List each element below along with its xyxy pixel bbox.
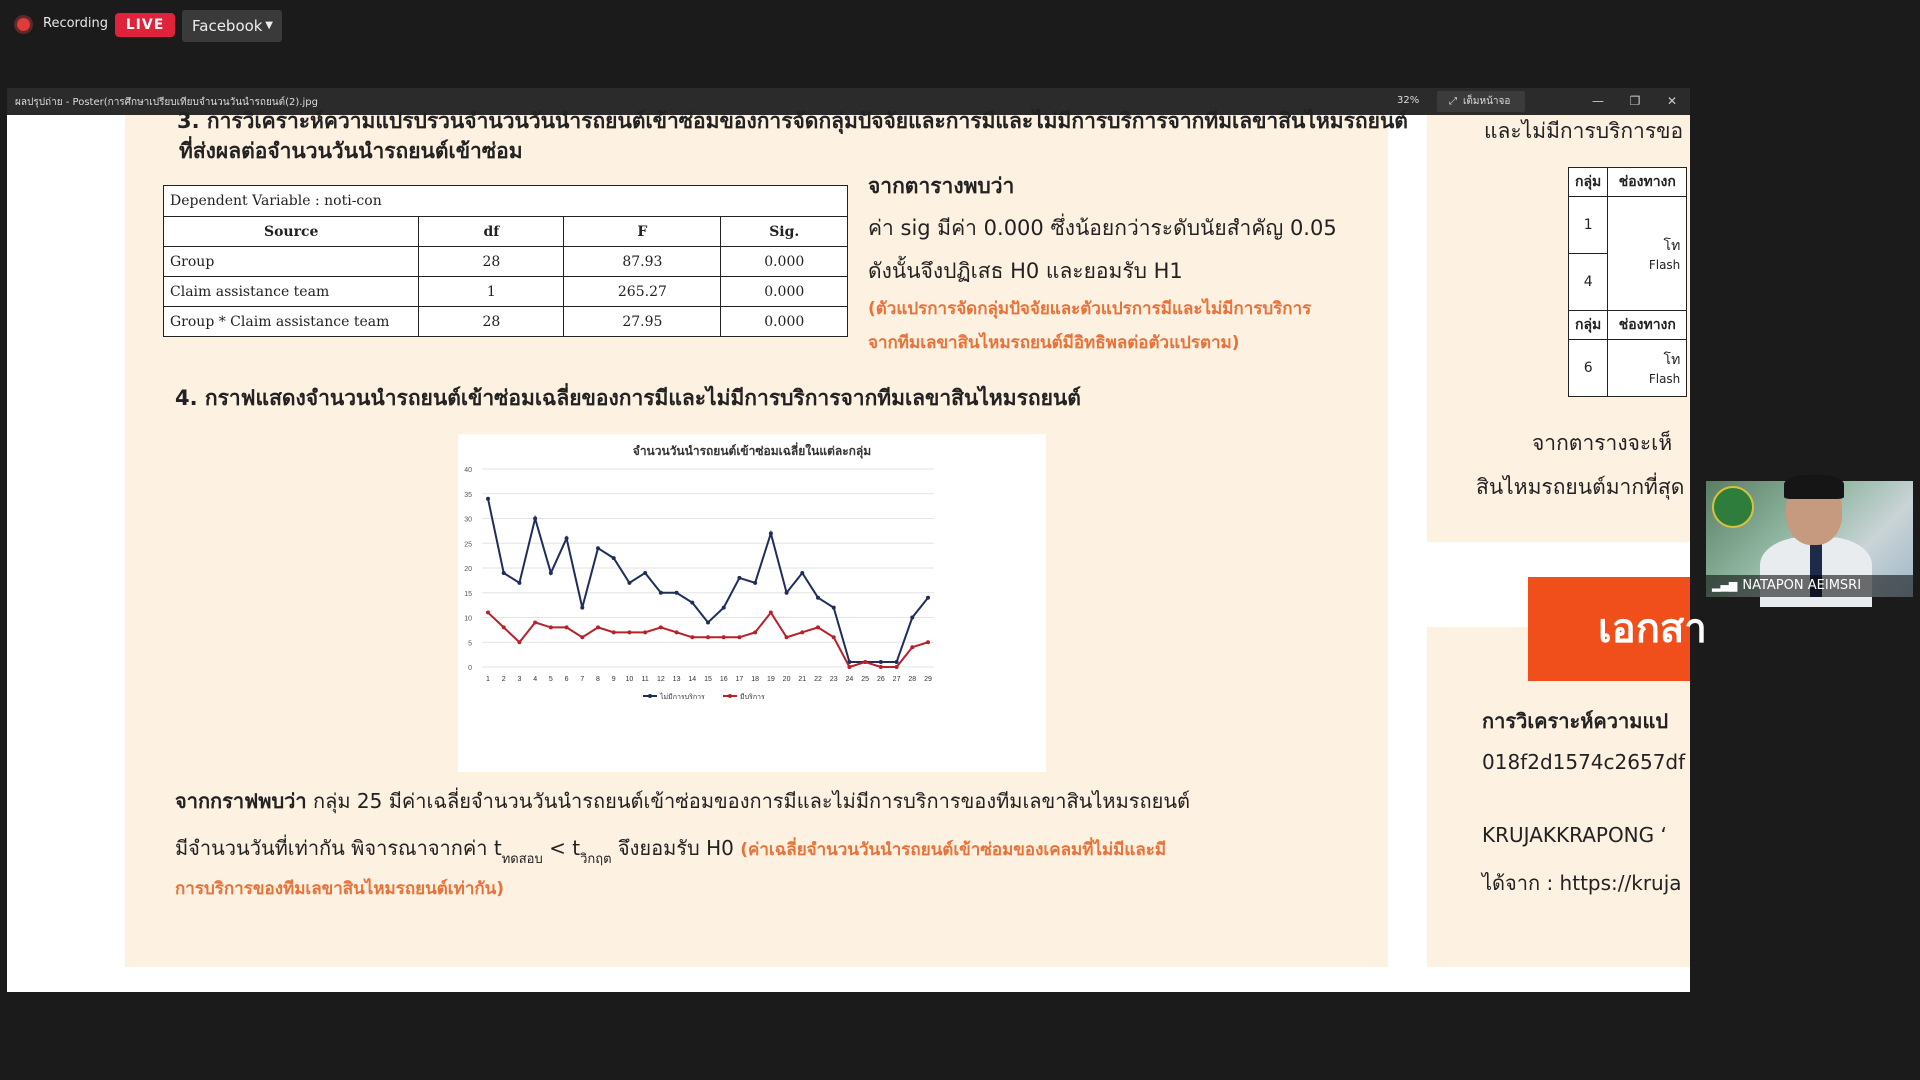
x-tick-label: 19	[766, 676, 775, 683]
fullscreen-label: เต็มหน้าจอ	[1463, 96, 1511, 107]
anova-df: 28	[419, 247, 564, 277]
platform-label: Facebook	[192, 17, 263, 35]
participant-name: NATAPON AEIMSRI	[1742, 578, 1862, 593]
legend-label: ไม่มีการบริการ	[660, 693, 705, 701]
chevron-down-icon: ▼	[265, 20, 273, 31]
data-point	[627, 581, 631, 585]
data-point	[895, 660, 899, 664]
anova-header-source: Source	[164, 217, 419, 247]
graph-text: มีจำนวนวันที่เท่ากัน พิจารณาจากค่า t	[175, 836, 502, 860]
data-point	[926, 596, 930, 600]
data-point	[486, 611, 490, 615]
x-tick-label: 22	[814, 676, 822, 683]
x-tick-label: 24	[845, 676, 854, 683]
table-row	[164, 277, 848, 307]
x-tick-label: 7	[580, 676, 585, 683]
x-tick-label: 13	[672, 676, 681, 683]
y-tick-label: 20	[464, 566, 472, 573]
x-tick-label: 17	[735, 676, 744, 683]
right-text: สินไหมรถยนต์มากที่สุด	[1476, 475, 1685, 499]
y-tick-label: 5	[468, 640, 472, 648]
data-point	[675, 630, 679, 634]
y-tick-label: 30	[464, 516, 472, 524]
presenter-video	[1784, 475, 1844, 499]
data-point	[816, 596, 820, 600]
logo	[1712, 486, 1754, 528]
data-point	[659, 625, 663, 629]
y-tick-label: 15	[464, 590, 472, 598]
graph-note: (ค่าเฉลี่ยจำนวนวันนำรถยนต์เข้าซ่อมของเคลมที่ไม่มีและมี	[740, 840, 1167, 860]
data-point	[517, 581, 521, 585]
data-point	[910, 645, 914, 649]
finding-text: ดังนั้นจึงปฏิเสธ H0 และยอมรับ H1	[868, 259, 1183, 283]
y-tick-label: 10	[464, 615, 472, 623]
y-tick-label: 35	[464, 491, 472, 499]
table-header: ช่องทางก	[1608, 168, 1687, 197]
data-point	[612, 630, 616, 634]
x-tick-label: 26	[876, 676, 885, 683]
x-tick-label: 3	[517, 676, 522, 683]
participant-name-bar	[1706, 575, 1913, 597]
signal-strength-icon: ▂▄▆	[1712, 579, 1738, 592]
chart-svg	[458, 434, 1046, 772]
table-cell: โท Flash	[1608, 340, 1687, 397]
data-point	[816, 625, 820, 629]
anova-header-f: F	[564, 217, 721, 247]
table-row	[164, 307, 848, 337]
x-tick-label: 8	[596, 676, 600, 683]
restore-button[interactable]: ❐	[1629, 94, 1641, 108]
section3-heading: ที่ส่งผลต่อจำนวนวันนำรถยนต์เข้าซ่อม	[179, 139, 523, 163]
x-tick-label: 5	[548, 676, 553, 683]
y-tick-label: 40	[464, 467, 472, 474]
anova-header-df: df	[419, 217, 564, 247]
live-badge: LIVE	[115, 13, 175, 37]
line-chart	[458, 434, 1046, 772]
x-tick-label: 6	[564, 676, 569, 683]
data-point	[596, 546, 600, 550]
data-point	[847, 665, 851, 669]
data-point	[910, 616, 914, 620]
right-text: จากตารางจะเห็	[1532, 431, 1673, 455]
data-point	[722, 635, 726, 639]
reference-heading: การวิเคราะห์ความแป	[1482, 709, 1669, 733]
x-tick-label: 2	[501, 676, 506, 683]
table-header: กลุ่ม	[1569, 168, 1608, 197]
section4-heading: 4. กราฟแสดงจำนวนนำรถยนต์เข้าซ่อมเฉลี่ยของการมีและไม่มีการบริการจากทีมเลขาสินไหมรถยนต์	[175, 386, 1081, 410]
section3-heading-cut: 3. การวิเคราะห์ความแปรปรวนจำนวนวันนำรถยนต์เข้าซ่อมของการจัดกลุ่มปัจจัยและการมีและไม่มีการบริการจากทีมเลขาสินไหมรถยนต์	[177, 109, 1408, 133]
data-point	[580, 635, 584, 639]
data-point	[832, 606, 836, 610]
data-point	[659, 591, 663, 595]
data-point	[737, 635, 741, 639]
x-tick-label: 28	[908, 676, 917, 683]
data-point	[800, 571, 804, 575]
table-header: กลุ่ม	[1569, 311, 1608, 340]
x-tick-label: 29	[924, 676, 932, 683]
anova-source: Group	[164, 247, 419, 277]
reference-url: ได้จาก : https://kruja	[1482, 871, 1682, 895]
data-point	[895, 665, 899, 669]
fullscreen-button[interactable]	[1437, 91, 1525, 112]
x-tick-label: 18	[751, 676, 760, 683]
platform-dropdown[interactable]	[182, 10, 282, 42]
data-point	[879, 660, 883, 664]
x-tick-label: 9	[611, 676, 616, 683]
data-point	[926, 640, 930, 644]
subscript: ทดสอบ	[501, 852, 543, 867]
data-point	[675, 591, 679, 595]
anova-table	[163, 185, 848, 337]
data-point	[549, 625, 553, 629]
data-point	[785, 635, 789, 639]
data-point	[800, 630, 804, 634]
data-point	[517, 640, 521, 644]
x-tick-label: 27	[892, 676, 901, 683]
minimize-button[interactable]: —	[1592, 94, 1604, 108]
legend-marker	[648, 694, 652, 698]
anova-df: 28	[419, 307, 564, 337]
graph-conclusion	[175, 832, 1167, 867]
x-tick-label: 10	[625, 676, 634, 683]
recording-label: Recording	[43, 16, 109, 31]
data-point	[643, 571, 647, 575]
anova-df: 1	[419, 277, 564, 307]
table-cell: โท Flash	[1608, 197, 1687, 311]
reference-text: 018f2d1574c2657df	[1482, 750, 1686, 774]
data-point	[769, 531, 773, 535]
reference-text: KRUJAKKRAPONG ‘	[1482, 823, 1667, 847]
data-point	[565, 536, 569, 540]
x-tick-label: 16	[719, 676, 728, 683]
x-tick-label: 4	[533, 676, 538, 683]
table-cell: 6	[1569, 340, 1608, 397]
graph-conclusion-label: จากกราฟพบว่า	[175, 789, 307, 813]
data-point	[722, 606, 726, 610]
data-point	[596, 625, 600, 629]
data-point	[627, 630, 631, 634]
x-tick-label: 1	[486, 676, 490, 683]
legend-label: มีบริการ	[740, 693, 765, 701]
x-tick-label: 25	[861, 676, 870, 683]
data-point	[533, 517, 537, 521]
data-point	[549, 571, 553, 575]
graph-note: การบริการของทีมเลขาสินไหมรถยนต์เท่ากัน)	[175, 879, 505, 899]
anova-source: Group * Claim assistance team	[164, 307, 419, 337]
data-point	[737, 576, 741, 580]
data-point	[690, 635, 694, 639]
anova-f: 27.95	[564, 307, 721, 337]
table-header: ช่องทางก	[1608, 311, 1687, 340]
data-point	[612, 556, 616, 560]
chart-title: จำนวนวันนำรถยนต์เข้าซ่อมเฉลี่ยในแต่ละกลุ่ม	[632, 444, 872, 458]
finding-note: จากทีมเลขาสินไหมรถยนต์มีอิทธิพลต่อตัวแปรตาม)	[868, 333, 1240, 353]
data-point	[863, 660, 867, 664]
x-tick-label: 15	[704, 676, 712, 683]
data-point	[580, 606, 584, 610]
anova-sig: 0.000	[721, 277, 848, 307]
finding-text: ค่า sig มีค่า 0.000 ซึ่งน้อยกว่าระดับนัยสำคัญ 0.05	[868, 216, 1337, 240]
right-text: และไม่มีการบริการขอ	[1484, 119, 1684, 143]
data-point	[565, 625, 569, 629]
data-point	[706, 635, 710, 639]
data-point	[690, 601, 694, 605]
anova-sig: 0.000	[721, 307, 848, 337]
data-point	[879, 665, 883, 669]
subscript: วิกฤต	[580, 852, 612, 867]
legend-marker	[728, 694, 732, 698]
x-tick-label: 14	[688, 676, 697, 683]
graph-conclusion	[175, 785, 1190, 817]
table-cell: 1	[1569, 197, 1608, 254]
anova-source: Claim assistance team	[164, 277, 419, 307]
data-point	[643, 630, 647, 634]
recording-indicator-icon	[17, 18, 30, 31]
anova-f: 87.93	[564, 247, 721, 277]
data-point	[753, 630, 757, 634]
anova-caption: Dependent Variable : noti-con	[164, 186, 848, 217]
graph-text: จึงยอมรับ H0	[611, 836, 741, 860]
data-point	[753, 581, 757, 585]
anova-header-sig: Sig.	[721, 217, 848, 247]
webcam-tile[interactable]	[1706, 481, 1913, 597]
data-point	[502, 571, 506, 575]
anova-f: 265.27	[564, 277, 721, 307]
anova-sig: 0.000	[721, 247, 848, 277]
x-tick-label: 12	[656, 676, 665, 683]
x-tick-label: 20	[782, 676, 791, 683]
x-tick-label: 21	[798, 676, 807, 683]
finding-heading: จากตารางพบว่า	[868, 174, 1015, 198]
zoom-level[interactable]: 32%	[1397, 95, 1420, 106]
y-tick-label: 25	[464, 541, 472, 549]
graph-conclusion-text: กลุ่ม 25 มีค่าเฉลี่ยจำนวนวันนำรถยนต์เข้าซ่อมของการมีและไม่มีการบริการของทีมเลขาสินไหมรถยนต์	[306, 789, 1190, 813]
data-point	[706, 620, 710, 624]
x-tick-label: 23	[829, 676, 838, 683]
viewer-title: ผลปรุปถ่าย - Poster(การศึกษาเปรียบเทียบจำนวนวันนำรถยนต์(2).jpg	[15, 97, 318, 108]
finding-note: (ตัวแปรการจัดกลุ่มปัจจัยและตัวแปรการมีและไม่มีการบริการ	[868, 299, 1312, 319]
data-point	[785, 591, 789, 595]
close-button[interactable]: ✕	[1666, 94, 1678, 108]
channel-table	[1568, 167, 1687, 397]
data-point	[769, 611, 773, 615]
documents-banner: เอกสา	[1528, 577, 1690, 681]
graph-text: < t	[542, 836, 581, 860]
y-tick-label: 0	[468, 665, 472, 672]
table-cell: 4	[1569, 254, 1608, 311]
data-point	[533, 620, 537, 624]
data-point	[832, 635, 836, 639]
x-tick-label: 11	[641, 676, 649, 683]
poster-image[interactable]	[7, 109, 1707, 992]
data-point	[502, 625, 506, 629]
data-point	[486, 497, 490, 501]
expand-icon: ⤢	[1449, 96, 1457, 107]
table-row	[164, 247, 848, 277]
